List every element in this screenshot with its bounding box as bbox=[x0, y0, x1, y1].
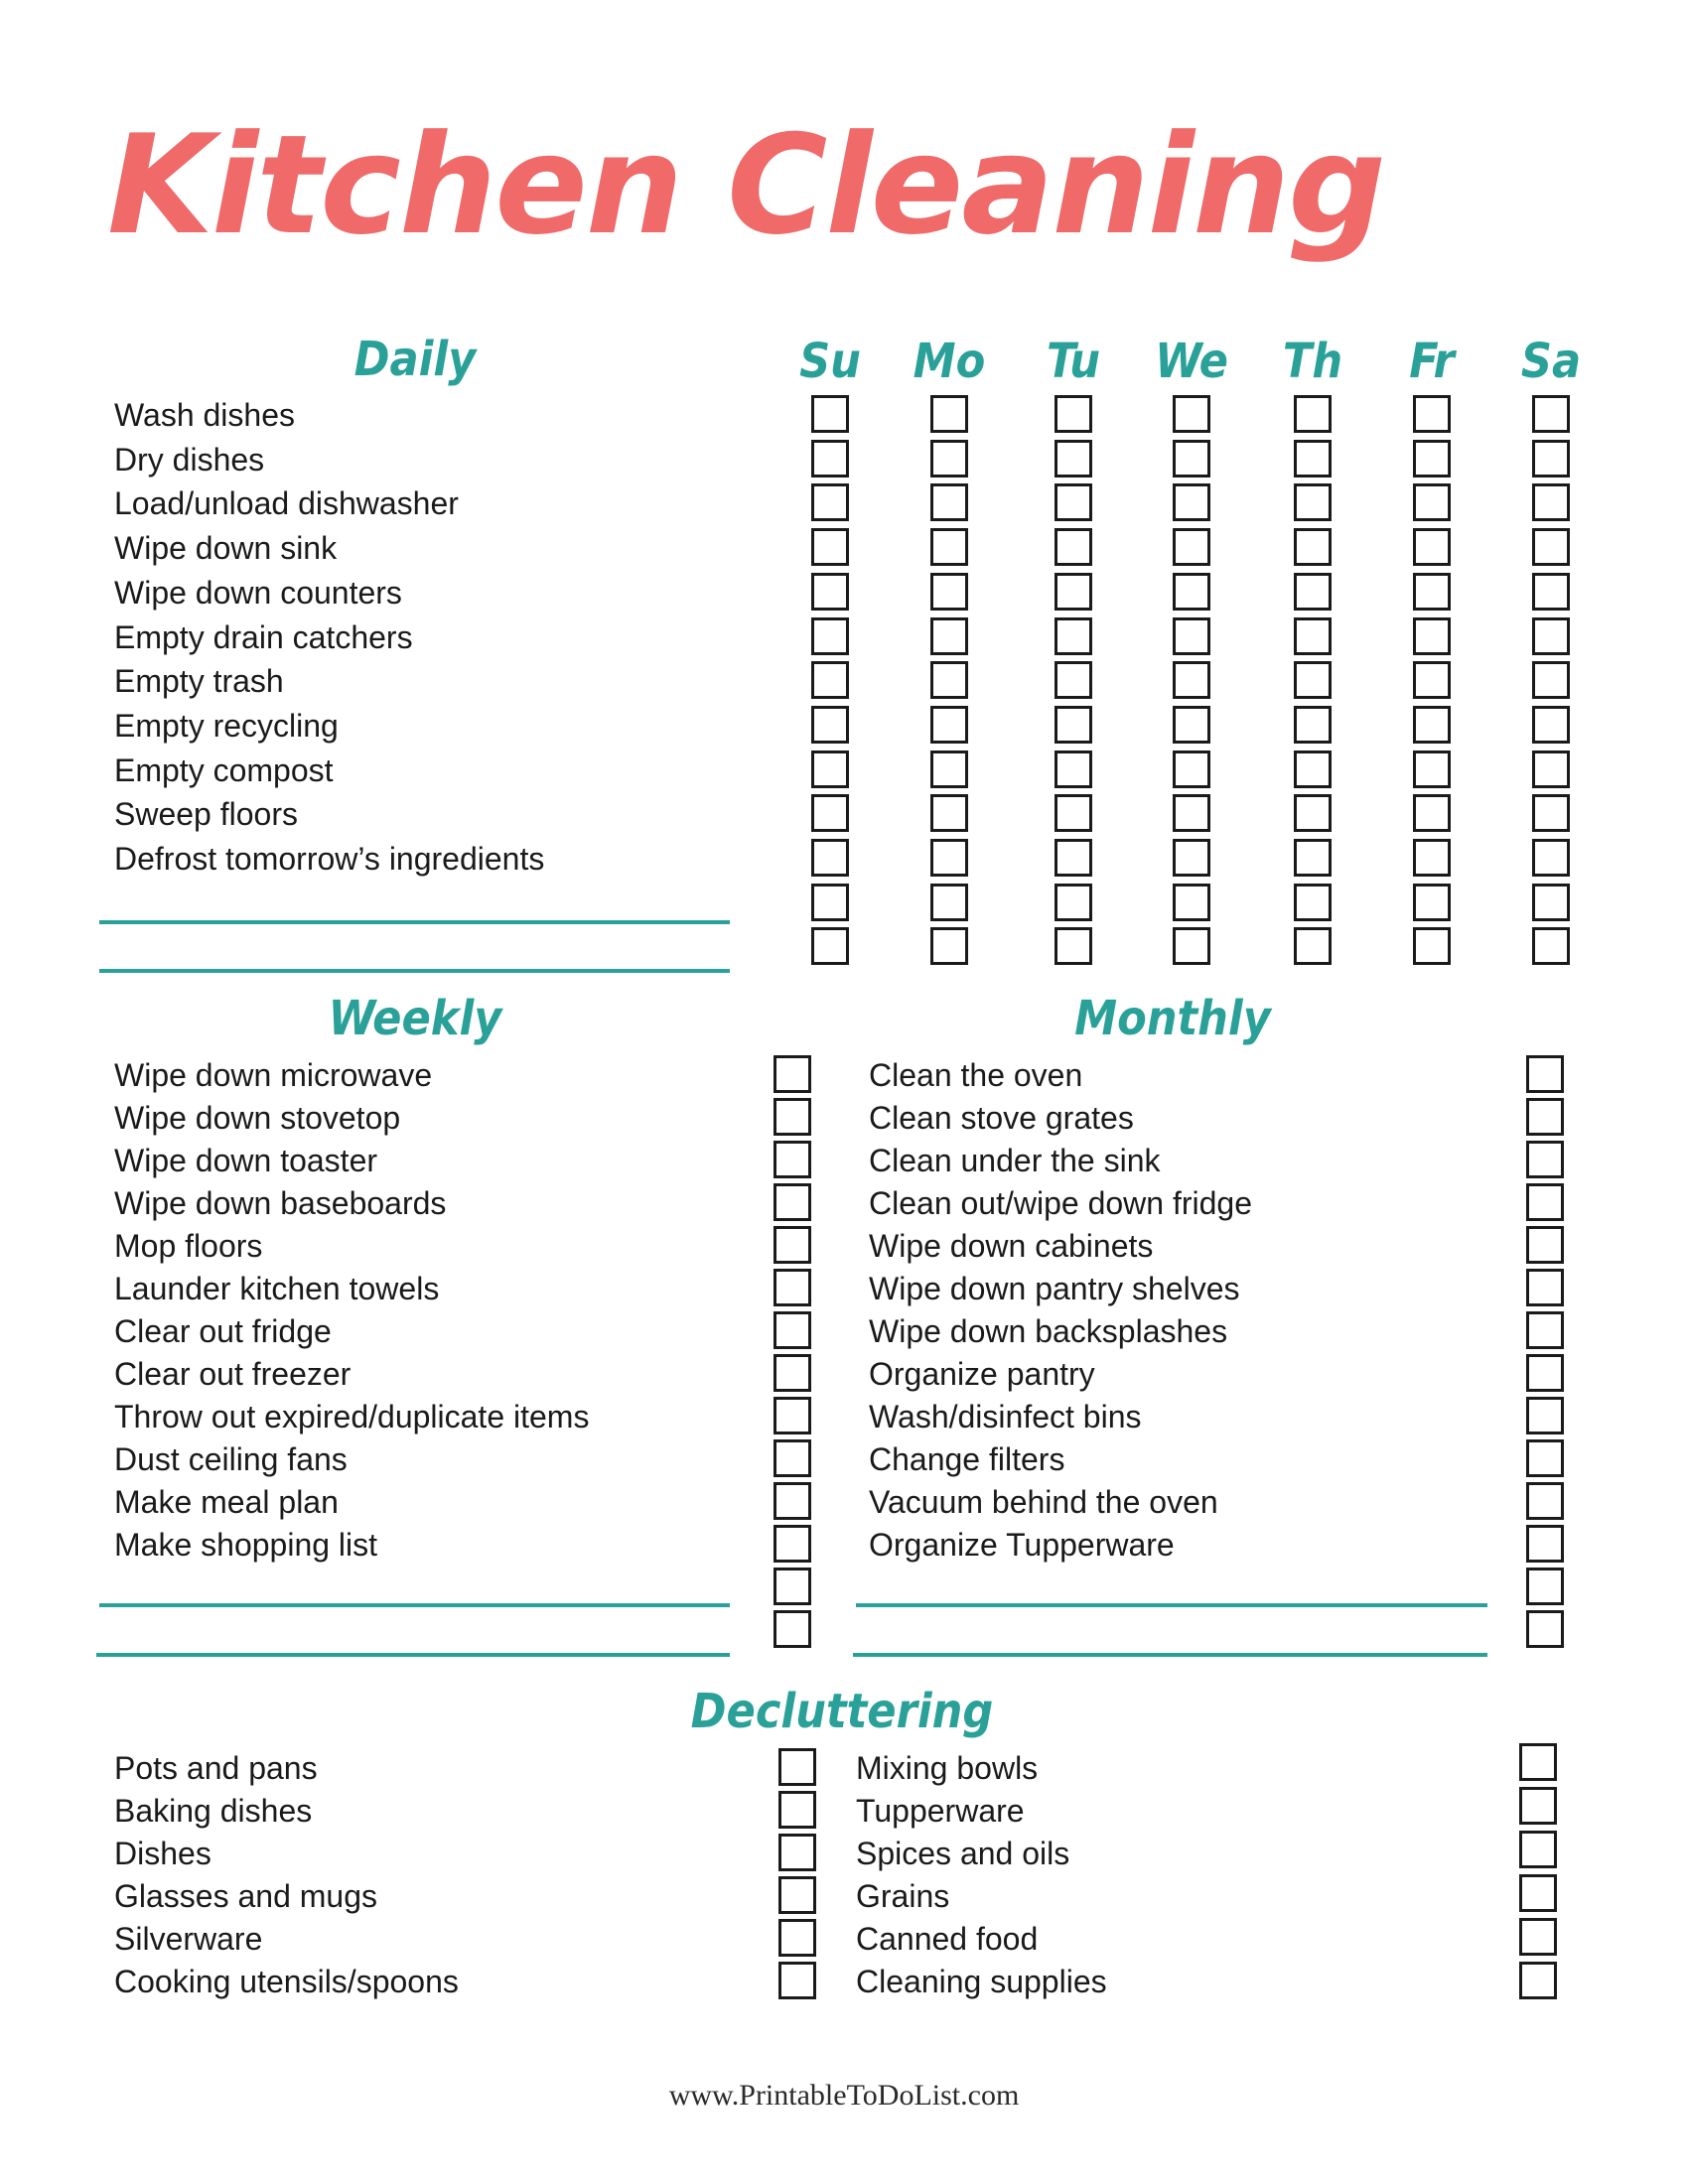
daily-checkbox[interactable] bbox=[1294, 884, 1332, 921]
weekly-task: Mop floors bbox=[114, 1228, 263, 1264]
daily-checkbox[interactable] bbox=[1055, 706, 1092, 744]
weekly-checkbox[interactable] bbox=[774, 1141, 811, 1178]
daily-task: Empty compost bbox=[114, 751, 334, 788]
day-header-we: We bbox=[1155, 334, 1228, 389]
declutter-task: Pots and pans bbox=[114, 1750, 318, 1786]
daily-checkbox[interactable] bbox=[930, 884, 968, 921]
weekly-checkbox[interactable] bbox=[774, 1525, 811, 1563]
daily-checkbox[interactable] bbox=[1532, 751, 1570, 788]
daily-checkbox[interactable] bbox=[930, 440, 968, 478]
daily-checkbox[interactable] bbox=[930, 794, 968, 832]
daily-task: Wipe down sink bbox=[114, 530, 338, 567]
daily-checkbox[interactable] bbox=[1294, 573, 1332, 611]
weekly-checkbox[interactable] bbox=[774, 1354, 811, 1392]
declutter-task: Cooking utensils/spoons bbox=[114, 1964, 459, 1999]
monthly-checkbox[interactable] bbox=[1526, 1055, 1564, 1093]
daily-checkbox[interactable] bbox=[1532, 440, 1570, 478]
daily-checkbox[interactable] bbox=[1173, 395, 1210, 433]
weekly-task: Wipe down microwave bbox=[114, 1057, 433, 1093]
daily-task: Wipe down counters bbox=[114, 574, 402, 611]
daily-checkbox[interactable] bbox=[930, 706, 968, 744]
daily-checkbox[interactable] bbox=[1173, 440, 1210, 478]
declutter-checkbox[interactable] bbox=[778, 1834, 816, 1871]
weekly-task: Dust ceiling fans bbox=[114, 1441, 348, 1477]
weekly-blank-line bbox=[96, 1653, 730, 1657]
daily-checkbox[interactable] bbox=[1173, 884, 1210, 921]
monthly-task: Change filters bbox=[869, 1441, 1065, 1477]
declutter-task: Silverware bbox=[114, 1921, 263, 1957]
daily-task: Load/unload dishwasher bbox=[114, 485, 459, 522]
decluttering-heading: Decluttering bbox=[690, 1684, 994, 1739]
daily-checkbox[interactable] bbox=[1055, 794, 1092, 832]
weekly-heading: Weekly bbox=[328, 991, 502, 1046]
monthly-checkbox[interactable] bbox=[1526, 1269, 1564, 1306]
monthly-checkbox[interactable] bbox=[1526, 1482, 1564, 1520]
daily-task: Dry dishes bbox=[114, 441, 265, 478]
weekly-task: Wipe down baseboards bbox=[114, 1185, 447, 1221]
weekly-checkbox[interactable] bbox=[774, 1183, 811, 1221]
daily-checkbox[interactable] bbox=[1532, 794, 1570, 832]
monthly-checkbox[interactable] bbox=[1526, 1397, 1564, 1434]
declutter-task: Baking dishes bbox=[114, 1793, 313, 1829]
daily-heading: Daily bbox=[353, 332, 477, 387]
daily-checkbox[interactable] bbox=[1532, 839, 1570, 877]
monthly-task: Organize Tupperware bbox=[869, 1527, 1175, 1563]
daily-checkbox[interactable] bbox=[1055, 661, 1092, 699]
daily-checkbox[interactable] bbox=[1055, 483, 1092, 521]
daily-checkbox[interactable] bbox=[1173, 794, 1210, 832]
weekly-blank-line bbox=[99, 1603, 730, 1607]
daily-checkbox[interactable] bbox=[811, 573, 849, 611]
declutter-checkbox[interactable] bbox=[778, 1748, 816, 1786]
daily-checkbox[interactable] bbox=[811, 839, 849, 877]
weekly-checkbox[interactable] bbox=[774, 1098, 811, 1136]
daily-checkbox[interactable] bbox=[811, 794, 849, 832]
weekly-task: Throw out expired/duplicate items bbox=[114, 1399, 590, 1434]
daily-checkbox[interactable] bbox=[1532, 661, 1570, 699]
daily-checkbox[interactable] bbox=[1413, 884, 1451, 921]
daily-checkbox[interactable] bbox=[1173, 617, 1210, 655]
monthly-task: Wash/disinfect bins bbox=[869, 1399, 1142, 1434]
daily-checkbox[interactable] bbox=[1532, 617, 1570, 655]
weekly-checkbox[interactable] bbox=[774, 1269, 811, 1306]
declutter-checkbox[interactable] bbox=[1519, 1743, 1557, 1781]
daily-task: Empty recycling bbox=[114, 707, 339, 744]
daily-checkbox[interactable] bbox=[1413, 661, 1451, 699]
monthly-task: Clean out/wipe down fridge bbox=[869, 1185, 1253, 1221]
daily-checkbox[interactable] bbox=[1532, 483, 1570, 521]
day-header-sa: Sa bbox=[1520, 334, 1582, 389]
day-header-fr: Fr bbox=[1409, 334, 1455, 389]
declutter-task: Dishes bbox=[114, 1836, 211, 1871]
daily-checkbox[interactable] bbox=[1173, 528, 1210, 566]
daily-checkbox[interactable] bbox=[1294, 440, 1332, 478]
weekly-checkbox[interactable] bbox=[774, 1568, 811, 1605]
daily-checkbox[interactable] bbox=[811, 483, 849, 521]
declutter-checkbox[interactable] bbox=[778, 1791, 816, 1829]
day-header-tu: Tu bbox=[1046, 334, 1101, 389]
daily-checkbox[interactable] bbox=[1055, 839, 1092, 877]
daily-checkbox[interactable] bbox=[1413, 395, 1451, 433]
declutter-checkbox[interactable] bbox=[778, 1876, 816, 1914]
daily-checkbox[interactable] bbox=[811, 751, 849, 788]
monthly-checkbox[interactable] bbox=[1526, 1610, 1564, 1648]
daily-checkbox[interactable] bbox=[811, 661, 849, 699]
daily-checkbox[interactable] bbox=[1173, 839, 1210, 877]
daily-checkbox[interactable] bbox=[1294, 617, 1332, 655]
monthly-task: Wipe down cabinets bbox=[869, 1228, 1154, 1264]
daily-task: Empty drain catchers bbox=[114, 618, 413, 655]
day-header-su: Su bbox=[799, 334, 861, 389]
declutter-task: Canned food bbox=[856, 1921, 1039, 1957]
daily-checkbox[interactable] bbox=[811, 528, 849, 566]
daily-checkbox[interactable] bbox=[1055, 927, 1092, 965]
daily-checkbox[interactable] bbox=[1413, 528, 1451, 566]
monthly-checkbox[interactable] bbox=[1526, 1141, 1564, 1178]
daily-checkbox[interactable] bbox=[1173, 751, 1210, 788]
daily-checkbox[interactable] bbox=[1413, 483, 1451, 521]
daily-checkbox[interactable] bbox=[811, 884, 849, 921]
daily-checkbox[interactable] bbox=[1294, 528, 1332, 566]
monthly-blank-line bbox=[856, 1603, 1487, 1607]
daily-checkbox[interactable] bbox=[1532, 706, 1570, 744]
daily-checkbox[interactable] bbox=[930, 839, 968, 877]
daily-checkbox[interactable] bbox=[1413, 440, 1451, 478]
daily-checkbox[interactable] bbox=[1294, 483, 1332, 521]
daily-checkbox[interactable] bbox=[1173, 706, 1210, 744]
footer-url: www.PrintableToDoList.com bbox=[668, 2079, 1020, 2112]
declutter-task: Grains bbox=[856, 1878, 950, 1914]
weekly-task: Launder kitchen towels bbox=[114, 1271, 440, 1306]
declutter-checkbox[interactable] bbox=[1519, 1962, 1557, 1999]
declutter-task: Tupperware bbox=[856, 1793, 1025, 1829]
declutter-checkbox[interactable] bbox=[1519, 1874, 1557, 1912]
daily-checkbox[interactable] bbox=[1294, 661, 1332, 699]
daily-checkbox[interactable] bbox=[1055, 395, 1092, 433]
daily-checkbox[interactable] bbox=[930, 395, 968, 433]
weekly-task: Wipe down toaster bbox=[114, 1143, 378, 1178]
declutter-task: Glasses and mugs bbox=[114, 1878, 378, 1914]
daily-checkbox[interactable] bbox=[930, 751, 968, 788]
monthly-checkbox[interactable] bbox=[1526, 1354, 1564, 1392]
daily-checkbox[interactable] bbox=[1294, 927, 1332, 965]
monthly-task: Clean the oven bbox=[869, 1057, 1083, 1093]
daily-blank-line bbox=[99, 920, 730, 924]
daily-checkbox[interactable] bbox=[1055, 751, 1092, 788]
daily-checkbox[interactable] bbox=[1055, 884, 1092, 921]
weekly-task: Make shopping list bbox=[114, 1527, 378, 1563]
daily-checkbox[interactable] bbox=[1413, 751, 1451, 788]
daily-checkbox[interactable] bbox=[1055, 440, 1092, 478]
daily-checkbox[interactable] bbox=[1413, 839, 1451, 877]
daily-checkbox[interactable] bbox=[930, 573, 968, 611]
daily-checkbox[interactable] bbox=[1173, 927, 1210, 965]
daily-checkbox[interactable] bbox=[1532, 573, 1570, 611]
declutter-checkbox[interactable] bbox=[778, 1962, 816, 1999]
monthly-checkbox[interactable] bbox=[1526, 1311, 1564, 1349]
monthly-task: Wipe down backsplashes bbox=[869, 1313, 1228, 1349]
daily-checkbox[interactable] bbox=[930, 528, 968, 566]
daily-checkbox[interactable] bbox=[1532, 395, 1570, 433]
daily-checkbox[interactable] bbox=[1055, 528, 1092, 566]
weekly-task: Wipe down stovetop bbox=[114, 1100, 401, 1136]
monthly-task: Vacuum behind the oven bbox=[869, 1484, 1218, 1520]
monthly-checkbox[interactable] bbox=[1526, 1525, 1564, 1563]
daily-task: Empty trash bbox=[114, 663, 284, 700]
daily-checkbox[interactable] bbox=[1294, 706, 1332, 744]
weekly-task: Make meal plan bbox=[114, 1484, 339, 1520]
daily-checkbox[interactable] bbox=[930, 661, 968, 699]
declutter-checkbox[interactable] bbox=[1519, 1787, 1557, 1825]
daily-checkbox[interactable] bbox=[1413, 706, 1451, 744]
declutter-checkbox[interactable] bbox=[1519, 1918, 1557, 1956]
daily-checkbox[interactable] bbox=[1413, 617, 1451, 655]
daily-checkbox[interactable] bbox=[1532, 528, 1570, 566]
daily-checkbox[interactable] bbox=[811, 706, 849, 744]
daily-checkbox[interactable] bbox=[1413, 927, 1451, 965]
daily-checkbox[interactable] bbox=[1294, 751, 1332, 788]
daily-checkbox[interactable] bbox=[1173, 661, 1210, 699]
page-title: Kitchen Cleaning bbox=[107, 105, 1385, 265]
daily-checkbox[interactable] bbox=[1294, 395, 1332, 433]
daily-checkbox[interactable] bbox=[811, 440, 849, 478]
monthly-checkbox[interactable] bbox=[1526, 1183, 1564, 1221]
daily-checkbox[interactable] bbox=[1532, 927, 1570, 965]
daily-checkbox[interactable] bbox=[930, 927, 968, 965]
monthly-checkbox[interactable] bbox=[1526, 1098, 1564, 1136]
daily-checkbox[interactable] bbox=[1173, 573, 1210, 611]
daily-checkbox[interactable] bbox=[1413, 573, 1451, 611]
declutter-task: Cleaning supplies bbox=[856, 1964, 1107, 1999]
weekly-checkbox[interactable] bbox=[774, 1311, 811, 1349]
monthly-task: Clean under the sink bbox=[869, 1143, 1161, 1178]
daily-checkbox[interactable] bbox=[1055, 573, 1092, 611]
monthly-checkbox[interactable] bbox=[1526, 1568, 1564, 1605]
monthly-heading: Monthly bbox=[1074, 991, 1271, 1046]
monthly-task: Organize pantry bbox=[869, 1356, 1095, 1392]
day-header-mo: Mo bbox=[913, 334, 986, 389]
monthly-checkbox[interactable] bbox=[1526, 1439, 1564, 1477]
daily-checkbox[interactable] bbox=[1055, 617, 1092, 655]
daily-checkbox[interactable] bbox=[1294, 794, 1332, 832]
daily-checkbox[interactable] bbox=[1294, 839, 1332, 877]
daily-checkbox[interactable] bbox=[930, 617, 968, 655]
weekly-checkbox[interactable] bbox=[774, 1397, 811, 1434]
daily-blank-line bbox=[99, 969, 730, 973]
declutter-checkbox[interactable] bbox=[1519, 1831, 1557, 1868]
weekly-checkbox[interactable] bbox=[774, 1055, 811, 1093]
daily-task: Sweep floors bbox=[114, 796, 298, 833]
daily-task: Wash dishes bbox=[114, 397, 295, 433]
daily-checkbox[interactable] bbox=[1413, 794, 1451, 832]
weekly-checkbox[interactable] bbox=[774, 1439, 811, 1477]
weekly-checkbox[interactable] bbox=[774, 1482, 811, 1520]
monthly-blank-line bbox=[853, 1653, 1487, 1657]
weekly-task: Clear out fridge bbox=[114, 1313, 332, 1349]
day-header-th: Th bbox=[1282, 334, 1343, 389]
daily-checkbox[interactable] bbox=[811, 395, 849, 433]
daily-checkbox[interactable] bbox=[811, 927, 849, 965]
daily-checkbox[interactable] bbox=[1532, 884, 1570, 921]
monthly-checkbox[interactable] bbox=[1526, 1226, 1564, 1264]
daily-checkbox[interactable] bbox=[811, 617, 849, 655]
daily-checkbox[interactable] bbox=[930, 483, 968, 521]
daily-checkbox[interactable] bbox=[1173, 483, 1210, 521]
monthly-task: Clean stove grates bbox=[869, 1100, 1134, 1136]
weekly-task: Clear out freezer bbox=[114, 1356, 352, 1392]
declutter-checkbox[interactable] bbox=[778, 1919, 816, 1957]
declutter-task: Spices and oils bbox=[856, 1836, 1070, 1871]
declutter-task: Mixing bowls bbox=[856, 1750, 1039, 1786]
weekly-checkbox[interactable] bbox=[774, 1610, 811, 1648]
daily-task: Defrost tomorrow’s ingredients bbox=[114, 841, 545, 877]
monthly-task: Wipe down pantry shelves bbox=[869, 1271, 1240, 1306]
weekly-checkbox[interactable] bbox=[774, 1226, 811, 1264]
